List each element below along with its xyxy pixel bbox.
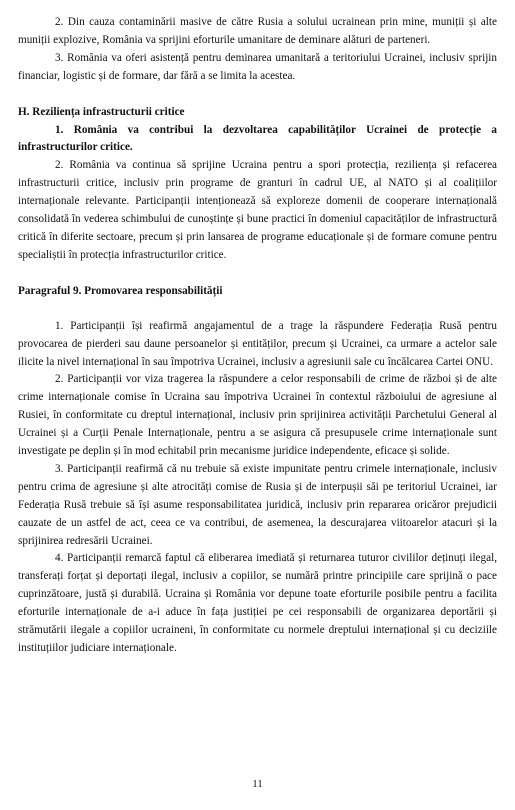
paragraph-9-item-3: 3. Participanții reafirmă că nu trebuie să existe impunitate pentru crimele internaționale, inclusiv pentru crima de agresiune și alte atrocități comise de Rusia și de interpușii săi pe teritoriul Ucrainei, iar Federația Rusă trebuie să își asume responsabilitatea juridică, inclusiv prin repararea oricăror prejudicii cauzate de un astfel de act, ceea ce va contribui, de asemenea, la descurajarea viitoarelor atacuri și la sprijinirea redresării Ucrainei.	[18, 462, 497, 547]
demining-paragraph-3: 3. România va oferi asistență pentru deminarea umanitară a teritoriului Ucrainei, inclusiv sprijin financiar, logistic și de formare, dar fără a se limita la acestea.	[18, 51, 497, 82]
section-h-item-2: 2. România va continua să sprijine Ucraina pentru a spori protecția, reziliența și refacerea infrastructurii critice, inclusiv prin programe de granturi în cadrul UE, al NATO și al coalițiilor internaționale relevante. Participanții intenționează să exploreze domenii de cooperare internațională consolidată în vederea schimbului de cunoștințe și bune practici în domeniul capacităților de infrastructură critică în diferite sectoare, precum și prin lansarea de programe educaționale și de formare comune pentru specialiștii în protecția infrastructurilor critice.	[18, 159, 497, 261]
paragraph-9-item-2: 2. Participanții vor viza tragerea la răspundere a celor responsabili de crime de război și de alte crime internaționale comise în Ucraina sau împotriva Ucrainei în contextul războiului de agresiune al Rusiei, în conformitate cu dreptul internațional, inclusiv prin sprijinirea activității Parchetului General al Ucrainei și a Curții Penale Internaționale, pentru a se asigura că presupusele crime internaționale sunt investigate pe deplin și în mod echitabil prin mecanisme juridice independente, eficace și solide.	[18, 373, 497, 458]
section-h-heading: H. Reziliența infrastructurii critice	[18, 105, 185, 118]
paragraph-9-heading: Paragraful 9. Promovarea responsabilității	[18, 284, 223, 297]
page-number: 11	[252, 778, 263, 790]
paragraph-9-item-1: 1. Participanții își reafirmă angajamentul de a trage la răspundere Federația Rusă pentru provocarea de pierderi sau daune persoanelor și entităților, precum și Ucrainei, ca urmare a actelor sale ilicite la nivel internațional în sau împotriva Ucrainei, inclusiv a agresiunii sale cu încălcarea Cartei ONU.	[18, 319, 497, 368]
document-page	[18, 14, 497, 658]
paragraph-9-item-4: 4. Participanții remarcă faptul că eliberarea imediată și returnarea tuturor civililor deținuți ilegal, transferați forțat și deportați ilegal, inclusiv a copiilor, se numără printre principiile care sprijină o pace cuprinzătoare, justă și durabilă. Ucraina și România vor depune toate eforturile posibile pentru a facilita eforturile internaționale de a-i aduce în fața justiției pe cei responsabili de organizarea deportării și strămutării ilegale a copiilor ucraineni, în conformitate cu normele dreptului internațional și cu deciziile instituțiilor judiciare internaționale.	[18, 552, 497, 654]
demining-paragraph-2: 2. Din cauza contaminării masive de către Rusia a solului ucrainean prin mine, muniții și alte muniții explozive, România va sprijini eforturile umanitare de deminare alături de parteneri.	[18, 16, 497, 46]
section-h-item-1: 1. România va contribui la dezvoltarea capabilităților Ucrainei de protecție a infrastructurilor critice.	[18, 123, 497, 154]
